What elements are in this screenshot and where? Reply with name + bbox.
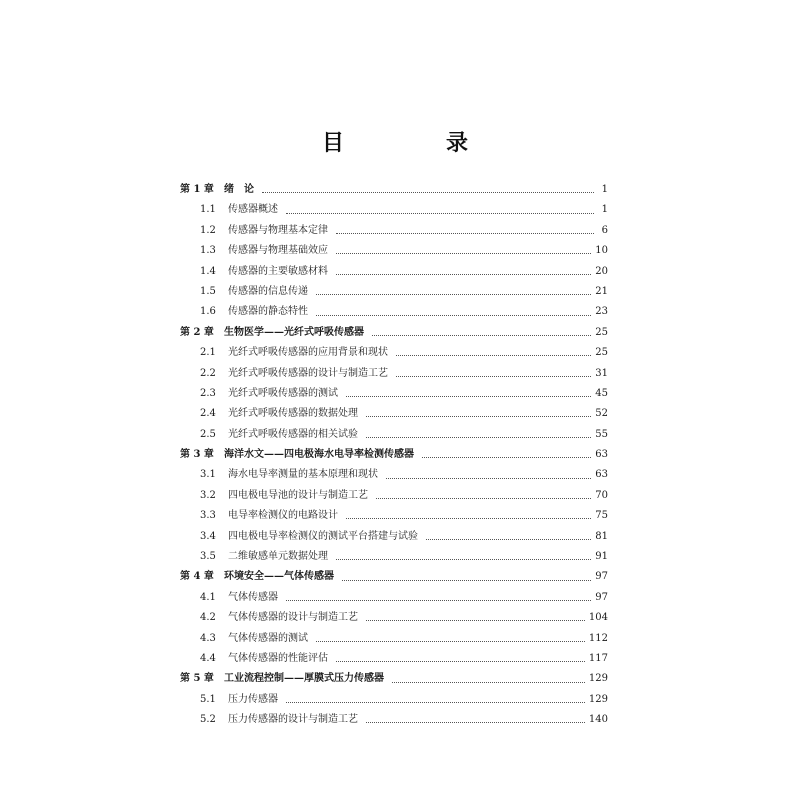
toc-entry-title: 压力传感器	[228, 693, 278, 705]
toc-entry-number: 3.1	[200, 469, 216, 481]
table-of-contents	[180, 180, 608, 731]
toc-leader-dots	[422, 456, 591, 458]
toc-leader-dots	[376, 497, 591, 499]
toc-section-row[interactable]	[180, 404, 608, 424]
toc-entry-title: 四电极电导池的设计与制造工艺	[228, 489, 368, 501]
toc-entry-number: 3.3	[200, 510, 216, 522]
toc-entry-title: 光纤式呼吸传感器的相关试验	[228, 428, 358, 440]
toc-page-number: 117	[588, 652, 608, 664]
toc-entry-number: 1.5	[200, 285, 216, 297]
toc-page-number: 104	[588, 612, 608, 624]
toc-entry-title: 光纤式呼吸传感器的数据处理	[228, 408, 358, 420]
toc-page-number: 97	[595, 571, 608, 583]
toc-page-number: 63	[595, 449, 608, 461]
toc-section-row[interactable]	[180, 710, 608, 730]
toc-entry-number: 3.5	[200, 551, 216, 563]
toc-leader-dots	[426, 538, 591, 540]
toc-entry-number: 2.4	[200, 408, 216, 420]
toc-chapter-row[interactable]	[180, 180, 608, 200]
toc-entry-title: 压力传感器的设计与制造工艺	[228, 714, 358, 726]
toc-entry-number: 4.2	[200, 612, 216, 624]
toc-entry-number: 3.2	[200, 489, 216, 501]
toc-entry-number: 1.3	[200, 245, 216, 257]
toc-entry-title: 传感器与物理基本定律	[228, 224, 328, 236]
toc-page-number: 6	[601, 224, 608, 236]
toc-leader-dots	[366, 415, 591, 417]
toc-entry-number: 4.3	[200, 632, 216, 644]
toc-page-number: 70	[595, 489, 608, 501]
toc-page-number: 25	[595, 347, 608, 359]
toc-entry-title: 传感器概述	[228, 204, 278, 216]
toc-entry-title: 海水电导率测量的基本原理和现状	[228, 469, 378, 481]
toc-entry-title: 电导率检测仪的电路设计	[228, 510, 338, 522]
toc-entry-title: 工业流程控制——厚膜式压力传感器	[224, 673, 384, 685]
toc-section-row[interactable]	[180, 465, 608, 485]
toc-entry-number: 1.6	[200, 306, 216, 318]
toc-entry-number: 第 2 章	[180, 326, 214, 338]
toc-section-row[interactable]	[180, 629, 608, 649]
toc-leader-dots	[316, 314, 591, 316]
toc-entry-number: 1.4	[200, 265, 216, 277]
toc-section-row[interactable]	[180, 221, 608, 241]
toc-entry-number: 2.5	[200, 428, 216, 440]
toc-entry-number: 4.4	[200, 652, 216, 664]
toc-entry-number: 1.2	[200, 224, 216, 236]
toc-leader-dots	[342, 579, 591, 581]
toc-entry-title: 海洋水文——四电极海水电导率检测传感器	[224, 449, 414, 461]
toc-entry-number: 5.2	[200, 714, 216, 726]
toc-entry-title: 传感器的静态特性	[228, 306, 308, 318]
toc-page-number: 21	[595, 285, 608, 297]
toc-leader-dots	[336, 660, 585, 662]
toc-leader-dots	[336, 273, 591, 275]
toc-chapter-row[interactable]	[180, 445, 608, 465]
toc-page-number: 55	[595, 428, 608, 440]
toc-leader-dots	[386, 477, 591, 479]
toc-entry-title: 环境安全——气体传感器	[224, 571, 334, 583]
toc-entry-title: 气体传感器的设计与制造工艺	[228, 612, 358, 624]
toc-entry-title: 气体传感器	[228, 591, 278, 603]
toc-page-number: 140	[588, 714, 608, 726]
toc-entry-number: 2.2	[200, 367, 216, 379]
toc-entry-number: 2.3	[200, 387, 216, 399]
toc-leader-dots	[286, 212, 594, 214]
toc-entry-number: 第 5 章	[180, 673, 214, 685]
toc-section-row[interactable]	[180, 547, 608, 567]
toc-chapter-row[interactable]	[180, 669, 608, 689]
toc-leader-dots	[366, 436, 591, 438]
toc-entry-number: 第 1 章	[180, 184, 214, 195]
toc-section-row[interactable]	[180, 608, 608, 628]
toc-section-row[interactable]	[180, 364, 608, 384]
toc-page-number: 129	[588, 673, 608, 685]
toc-entry-number: 第 3 章	[180, 449, 214, 461]
toc-section-row[interactable]	[180, 282, 608, 302]
toc-section-row[interactable]	[180, 649, 608, 669]
toc-entry-number: 2.1	[200, 347, 216, 359]
toc-entry-number: 4.1	[200, 591, 216, 603]
toc-entry-number: 第 4 章	[180, 571, 214, 583]
toc-entry-title: 光纤式呼吸传感器的设计与制造工艺	[228, 367, 388, 379]
toc-entry-title: 气体传感器的性能评估	[228, 652, 328, 664]
toc-page-number: 23	[595, 306, 608, 318]
toc-section-row[interactable]	[180, 425, 608, 445]
toc-entry-title: 光纤式呼吸传感器的测试	[228, 387, 338, 399]
toc-section-row[interactable]	[180, 506, 608, 526]
toc-chapter-row[interactable]	[180, 567, 608, 587]
toc-entry-title: 生物医学——光纤式呼吸传感器	[224, 326, 364, 338]
toc-page-number: 112	[588, 632, 608, 644]
toc-section-row[interactable]	[180, 384, 608, 404]
toc-page-number: 52	[595, 408, 608, 420]
toc-leader-dots	[396, 375, 591, 377]
toc-leader-dots	[346, 517, 591, 519]
toc-section-row[interactable]	[180, 302, 608, 322]
toc-entry-number: 1.1	[200, 204, 216, 216]
toc-leader-dots	[366, 721, 585, 723]
toc-entry-title: 光纤式呼吸传感器的应用背景和现状	[228, 347, 388, 359]
toc-page-number: 31	[595, 367, 608, 379]
toc-section-row[interactable]	[180, 588, 608, 608]
toc-section-row[interactable]	[180, 343, 608, 363]
toc-section-row[interactable]	[180, 690, 608, 710]
toc-page-number: 45	[595, 387, 608, 399]
toc-section-row[interactable]	[180, 527, 608, 547]
toc-page-number: 63	[595, 469, 608, 481]
toc-leader-dots	[316, 293, 591, 295]
toc-page-number: 129	[588, 693, 608, 705]
toc-leader-dots	[366, 619, 585, 621]
toc-leader-dots	[346, 395, 591, 397]
toc-leader-dots	[336, 232, 594, 234]
toc-entry-title: 四电极电导率检测仪的测试平台搭建与试验	[228, 530, 418, 542]
toc-page-number: 1	[601, 184, 608, 195]
toc-page-number: 91	[595, 551, 608, 563]
toc-section-row[interactable]	[180, 200, 608, 220]
toc-entry-title: 绪 论	[224, 184, 254, 195]
toc-page-number: 1	[601, 204, 608, 216]
toc-leader-dots	[286, 701, 585, 703]
toc-leader-dots	[316, 640, 585, 642]
toc-entry-title: 传感器的信息传递	[228, 285, 308, 297]
toc-leader-dots	[286, 599, 591, 601]
toc-entry-title: 二维敏感单元数据处理	[228, 551, 328, 563]
toc-leader-dots	[262, 191, 594, 193]
toc-page-number: 25	[595, 326, 608, 338]
toc-entry-number: 3.4	[200, 530, 216, 542]
toc-leader-dots	[372, 334, 591, 336]
toc-page-number: 81	[595, 530, 608, 542]
toc-entry-title: 气体传感器的测试	[228, 632, 308, 644]
toc-section-row[interactable]	[180, 262, 608, 282]
toc-entry-title: 传感器的主要敏感材料	[228, 265, 328, 277]
toc-page-number: 97	[595, 591, 608, 603]
toc-chapter-row[interactable]	[180, 323, 608, 343]
toc-page-number: 20	[595, 265, 608, 277]
toc-section-row[interactable]	[180, 241, 608, 261]
toc-leader-dots	[336, 252, 591, 254]
toc-page-number: 10	[595, 245, 608, 257]
toc-page-number: 75	[595, 510, 608, 522]
toc-section-row[interactable]	[180, 486, 608, 506]
page-title: 目 录	[321, 130, 508, 156]
toc-leader-dots	[336, 558, 591, 560]
toc-leader-dots	[396, 354, 591, 356]
toc-entry-title: 传感器与物理基础效应	[228, 245, 328, 257]
toc-leader-dots	[392, 681, 585, 683]
toc-entry-number: 5.1	[200, 693, 216, 705]
